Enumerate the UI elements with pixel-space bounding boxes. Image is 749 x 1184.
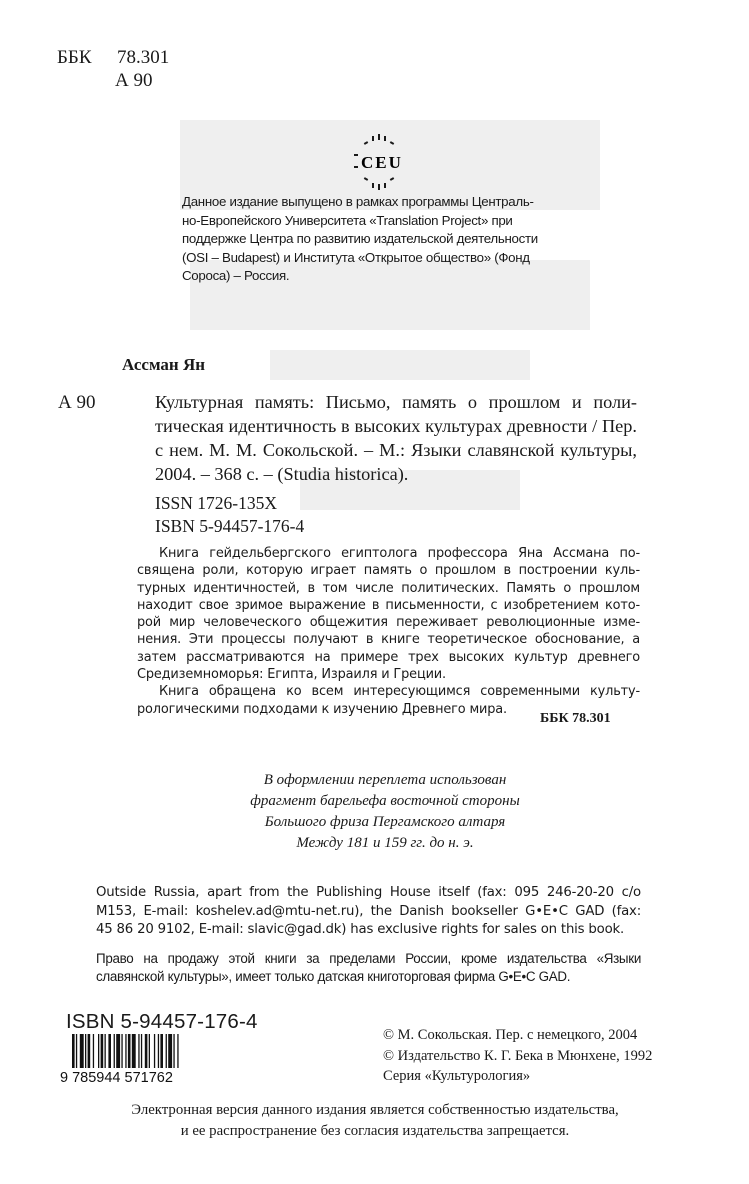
barcode-isbn-label: ISBN 5-94457-176-4 <box>66 1010 258 1033</box>
rights-ru-line: славянской культуры», имеет только датская книготорговая фирма G•E•C GAD. <box>96 969 571 984</box>
barcode-bar <box>98 1034 99 1068</box>
barcode-bar <box>173 1034 174 1068</box>
barcode-bar <box>85 1034 86 1068</box>
barcode-bar <box>125 1034 126 1068</box>
grant-line: Сороса) – Россия. <box>182 268 290 283</box>
abstract-line: Книга обращена ко всем интересующимся современными культу- <box>159 684 640 700</box>
abstract-line: рологическими подходами к изучению Древнего мира. <box>137 701 507 717</box>
barcode-bar <box>80 1034 84 1068</box>
abstract-line: Книга гейдельбергского египтолога профессора Яна Ассмана по- <box>159 546 640 561</box>
series-line: Серия «Культурология» <box>383 1068 531 1084</box>
notice-line: и ее распространение без согласия издательства запрещается. <box>180 1122 570 1139</box>
bibliographic-description <box>155 390 637 486</box>
abstract-line: турных идентичностей, в том числе политических. Память о прошлом <box>137 580 640 596</box>
bbk-bottom: ББК 78.301 <box>540 711 611 726</box>
cover-line: фрагмент барельефа восточной стороны <box>250 793 520 809</box>
author-sign: А 90 <box>115 70 153 91</box>
bbk-label: ББК <box>57 47 92 68</box>
rights-english <box>96 884 641 940</box>
cover-line: В оформлении переплета использован <box>263 772 507 788</box>
rights-russian <box>96 950 641 986</box>
barcode-bar <box>105 1034 106 1068</box>
barcode-bar <box>76 1034 77 1068</box>
grant-line: (OSI – Budapest) и Института «Открытое общество» (Фонд <box>182 249 530 265</box>
barcode-bar <box>138 1034 139 1068</box>
grant-line: поддержке Центра по развитию издательской деятельности <box>182 231 538 246</box>
ceu-logo-icon <box>345 133 415 193</box>
barcode-bar <box>121 1034 122 1068</box>
barcode-bar <box>160 1034 163 1068</box>
abstract-line: затем рассматриваются на примере трех высоких культур древнего <box>137 649 640 665</box>
barcode-bar <box>145 1034 148 1068</box>
bib-line: с нем. М. М. Сокольской. – М.: Языки славянской культуры, <box>155 440 637 460</box>
barcode-bar <box>166 1034 167 1068</box>
isbn: ISBN 5-94457-176-4 <box>155 516 305 536</box>
abstract-line: Средиземноморья: Египта, Израиля и Греции. <box>137 667 446 683</box>
barcode-bar <box>177 1034 178 1068</box>
barcode-bar <box>132 1034 136 1068</box>
rights-ru-line: Право на продажу этой книги за пределами России, кроме издательства «Языки <box>96 951 641 966</box>
copyright-block <box>383 1025 652 1087</box>
barcode-bar <box>141 1034 142 1068</box>
barcode-bar <box>158 1034 159 1068</box>
barcode-bar <box>114 1034 115 1068</box>
bib-line: тическая идентичность в высоких культурах древности / Пер. <box>155 416 637 436</box>
copyright-line: © М. Сокольская. Пер. с немецкого, 2004 <box>383 1027 638 1043</box>
grant-line: Данное издание выпущено в рамках программы Централь- <box>182 194 534 209</box>
barcode-bar <box>72 1034 75 1068</box>
entry-sign: А 90 <box>58 392 96 413</box>
barcode-bar <box>168 1034 172 1068</box>
rights-en-line: 45 86 20 9102, E-mail: slavic@gad.dk) has exclusive rights for sales on this book. <box>96 922 625 937</box>
barcode-bar <box>101 1034 104 1068</box>
grant-line: но-Европейского Университета «Translation Project» при <box>182 212 513 228</box>
cover-note <box>190 770 580 854</box>
notice-line: Электронная версия данного издания является собственностью издательства, <box>131 1102 619 1118</box>
identifiers <box>155 492 304 538</box>
cover-line: Большого фриза Пергамского алтаря <box>264 814 506 830</box>
abstract <box>137 545 640 718</box>
author-name: Ассман Ян <box>122 355 206 374</box>
barcode-bar <box>154 1034 155 1068</box>
copyright-line: © Издательство К. Г. Бека в Мюнхене, 1992 <box>383 1047 653 1064</box>
grant-note <box>182 193 577 286</box>
barcode-bar <box>149 1034 150 1068</box>
barcode-bar <box>128 1034 131 1068</box>
rights-en-line: Outside Russia, apart from the Publishing House itself (fax: 095 246-20-20 c/o <box>96 885 641 900</box>
barcode-icon <box>60 1034 258 1084</box>
barcode-bar <box>88 1034 91 1068</box>
issn: ISSN 1726-135X <box>155 493 278 513</box>
bbk-classification <box>57 46 169 70</box>
rights-en-line: M153, E-mail: koshelev.ad@mtu-net.ru), the Danish bookseller G•E•C GAD (fax: <box>96 903 641 919</box>
logo-text: CEU <box>361 153 403 172</box>
abstract-line: рой мир человеческого общежития переживает революционные изме- <box>137 615 640 631</box>
barcode-bar <box>108 1034 111 1068</box>
cover-line: Между 181 и 159 гг. до н. э. <box>296 835 474 851</box>
abstract-line: нения. Эти процессы получают в книге теоретическое обоснование, а <box>137 632 640 648</box>
bib-line: Культурная память: Письмо, память о прошлом и поли- <box>155 392 637 412</box>
bbk-code: 78.301 <box>117 47 170 68</box>
abstract-line: священа роли, которую играет память о прошлом в построении куль- <box>137 563 640 579</box>
abstract-line: находит свое зримое выражение в письменности, с изобретением кото- <box>137 597 640 613</box>
barcode-bar <box>116 1034 120 1068</box>
barcode-bar <box>93 1034 94 1068</box>
barcode-digits: 9 785944 571762 <box>60 1070 173 1084</box>
electronic-notice <box>40 1100 710 1141</box>
bib-line: 2004. – 368 с. – (Studia historica). <box>155 464 409 484</box>
